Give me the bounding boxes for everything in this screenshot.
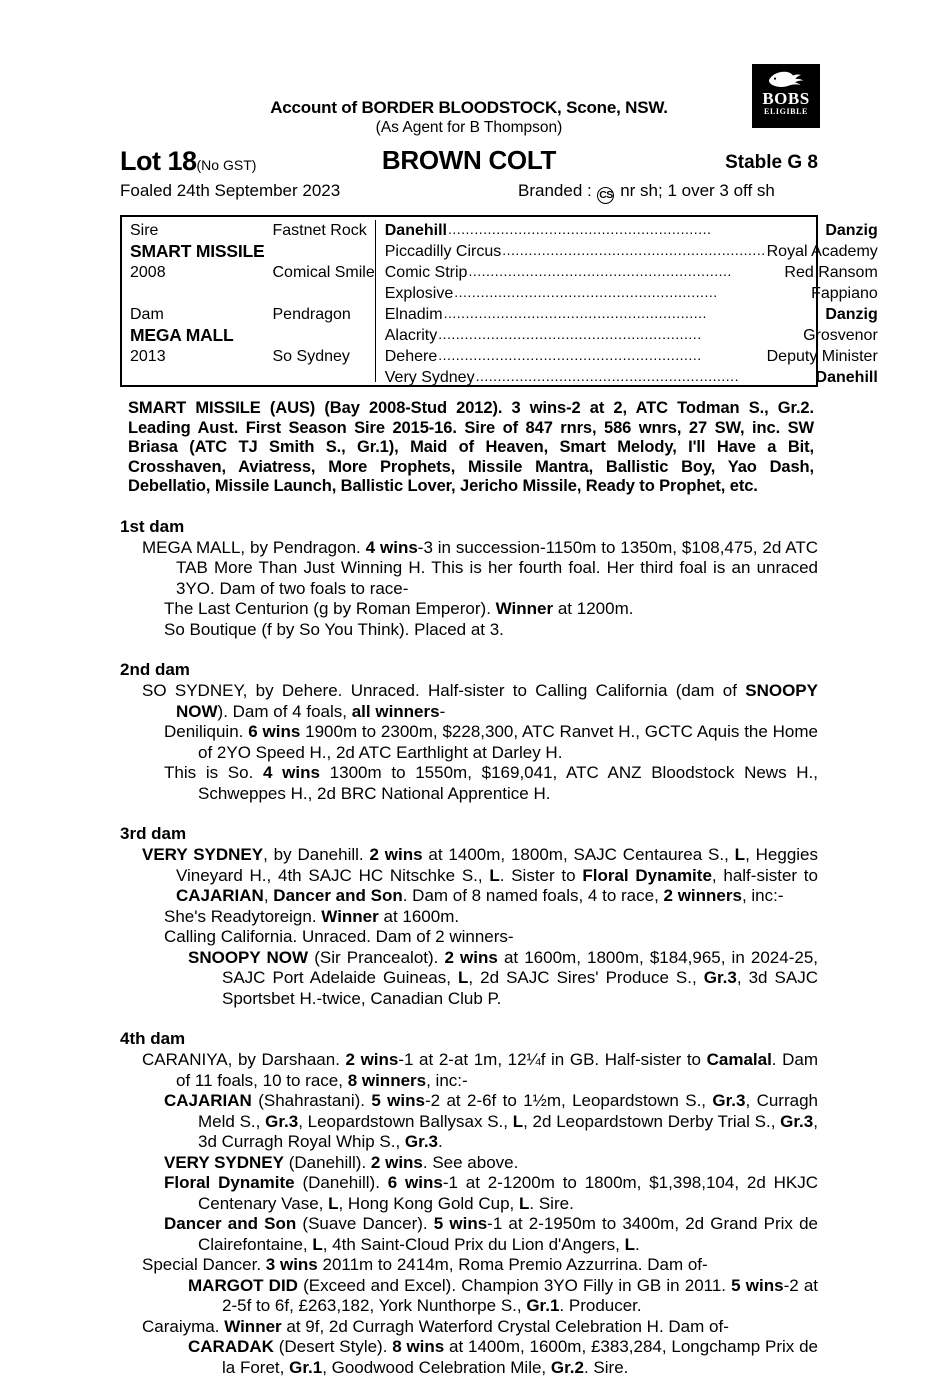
progeny-entry xyxy=(142,620,818,641)
agent-line: (As Agent for B Thompson) xyxy=(375,119,563,136)
text-segment: , Leopardstown Ballysax S., xyxy=(298,1111,513,1131)
bold-segment: Gr.3 xyxy=(712,1091,746,1110)
text-segment: (Shahrastani). xyxy=(251,1091,372,1110)
foaled-branded-row xyxy=(120,181,818,207)
bold-segment: VERY SYDNEY xyxy=(164,1152,284,1172)
bold-segment: Floral Dynamite xyxy=(582,865,712,885)
first-dam-wins: 4 wins xyxy=(365,537,418,557)
text-segment: . Producer. xyxy=(559,1296,642,1315)
bold-segment: Gr.3 xyxy=(780,1111,814,1131)
grandparent-sire: Royal Academy xyxy=(766,243,878,260)
bold-segment: Winner xyxy=(224,1316,282,1336)
catalogue-page xyxy=(120,0,878,1378)
sire-summary-paragraph: SMART MISSILE (AUS) (Bay 2008-Stud 2012). 3 wins-2 at 2, ATC Todman S., Gr.2. Leading Aust. First Season Sire 2015-16. Sire of 847 rnrs, 586 wnrs, 27 SW, inc. SW Briasa (ATC TJ Smith S., Gr.1), Maid of Heaven, Smart Melody, I'll Have a Bit, Crosshaven, Aviatress, More Prophets, Missile Mantra, Ballistic Boy, Yao Dash, Debellatio, Missile Launch, Ballistic Lover, Jericho Missile, Ready to Prophet, etc. xyxy=(128,399,814,495)
bold-segment: Floral Dynamite xyxy=(164,1173,295,1192)
first-dam-pre: MEGA MALL, by Pendragon. xyxy=(142,537,366,557)
text-segment: (Danehill). xyxy=(284,1152,371,1172)
text-segment: at 1400m, 1800m, SAJC Centaurea S., xyxy=(422,845,735,864)
bold-segment: 2 wins xyxy=(370,1152,423,1172)
fourth-dam-entry xyxy=(166,1337,818,1378)
pedigree-table xyxy=(120,215,878,387)
bold-segment: L xyxy=(489,865,500,885)
third-dam-main xyxy=(120,845,818,907)
text-segment: , half-sister to xyxy=(711,865,818,885)
bold-segment: 5 wins xyxy=(731,1275,784,1295)
sire-year: 2008 xyxy=(130,264,166,281)
dam-name: MEGA MALL xyxy=(130,325,234,345)
second-dam-bold: SNOOPY NOW xyxy=(176,681,818,721)
pedigree-column-greatgrandparents xyxy=(375,220,886,386)
text-segment: CARANIYA, by Darshaan. xyxy=(142,1050,346,1069)
pedigree-column-grandparents xyxy=(265,220,375,382)
text-segment: . Sire. xyxy=(583,1357,629,1377)
pedigree-grandparent-row xyxy=(385,283,878,304)
text-segment: , inc:- xyxy=(426,1070,468,1090)
text-segment: . Dam of 8 named foals, 4 to race, xyxy=(402,886,664,905)
grandparent-name: Piccadilly Circus xyxy=(384,243,502,260)
grandparent-sire: Red Ransom xyxy=(784,264,878,281)
colour-sex-title: BROWN COLT xyxy=(381,145,557,175)
text-segment: -2 at 2-6f to 1½m, Leopardstown S., xyxy=(424,1091,713,1110)
second-dam-pre: SO SYDNEY, by Dehere. Unraced. Half-sister to Calling California (dam of xyxy=(142,681,746,700)
second-dam-main xyxy=(120,681,818,722)
text-segment: , 4th Saint-Cloud Prix du Lion d'Angers, xyxy=(322,1234,625,1254)
bold-segment: L xyxy=(328,1193,339,1213)
text-segment: , inc:- xyxy=(741,886,784,905)
fourth-dam-entries-list xyxy=(120,1091,818,1378)
pedigree-column-parents xyxy=(122,220,265,382)
text-segment: -1 at 2-1200m to 1800m, $1,398,104, 2d HKJC Centenary Vase, xyxy=(198,1173,818,1213)
progeny-bold: Winner xyxy=(321,906,379,926)
dam-dam: So Sydney xyxy=(272,348,350,365)
sub-progeny-sire: (Sir Prancealot). xyxy=(308,947,445,967)
text-segment: , Heggies Vineyard H., 4th SAJC HC Nitschke S., xyxy=(176,845,818,885)
dot-leader: ............................................................ xyxy=(475,368,739,384)
sub-progeny-detail: , 2d SAJC Sires' Produce S., xyxy=(468,968,704,987)
first-dam-progeny-list xyxy=(120,599,818,640)
progeny-post: 1300m to 1550m, $169,041, ATC ANZ Bloodstock News H., Schweppes H., 2d BRC National Apprentice H. xyxy=(198,763,818,803)
fourth-dam-entry xyxy=(166,1276,818,1317)
second-dam-post: - xyxy=(439,701,446,721)
text-segment: . Dam of 11 foals, 10 to race, xyxy=(176,1050,818,1090)
account-heading: Account of BORDER BLOODSTOCK, Scone, NSW. xyxy=(270,98,668,117)
bold-segment: L xyxy=(734,845,746,864)
text-segment: at 9f, 2d Curragh Waterford Crystal Celebration H. Dam of- xyxy=(281,1316,729,1336)
bold-segment: 5 wins xyxy=(371,1091,425,1110)
grandparent-sire: Danzig xyxy=(825,306,878,323)
bold-segment: Dancer and Son xyxy=(273,886,403,905)
progeny-entry xyxy=(142,907,818,928)
text-segment: -1 at 2-at 1m, 12¼f in GB. Half-sister to xyxy=(398,1050,707,1069)
dam-sire: Pendragon xyxy=(272,306,351,323)
second-dam-mid: ). Dam of 4 foals, xyxy=(217,701,352,721)
text-segment: Special Dancer. xyxy=(142,1255,266,1274)
first-dam-main xyxy=(120,538,818,600)
brand-mark-icon: CS xyxy=(597,187,614,204)
text-segment: , Hong Kong Gold Cup, xyxy=(338,1193,519,1213)
dot-leader: ............................................................ xyxy=(438,347,702,363)
grandparent-sire: Danehill xyxy=(815,369,878,386)
pedigree-grandparent-row xyxy=(385,220,878,241)
bobs-logo-subword: ELIGIBLE xyxy=(764,107,808,116)
text-segment: (Suave Dancer). xyxy=(296,1214,434,1233)
stable-label: Stable G 8 xyxy=(725,152,818,173)
progeny-entry xyxy=(142,763,818,804)
bold-segment: Gr.1 xyxy=(289,1357,323,1377)
progeny-post: 1900m to 2300m, $228,300, ATC Ranvet H., GCTC Aquis the Home of 2YO Speed H., 2d ATC Earthlight at Darley H. xyxy=(198,722,819,762)
fourth-dam-entry xyxy=(142,1214,818,1255)
grandparent-sire: Deputy Minister xyxy=(766,348,878,365)
dot-leader: ............................................................ xyxy=(438,326,702,342)
text-segment: , by Danehill. xyxy=(263,845,370,864)
bold-segment: Gr.3 xyxy=(265,1111,299,1131)
text-segment: . See above. xyxy=(422,1152,519,1172)
grandparent-name: Danehill xyxy=(384,222,447,239)
bold-segment: 3 wins xyxy=(265,1255,318,1274)
first-dam-post: -3 in succession-1150m to 1350m, $108,475, 2d ATC TAB More Than Just Winning H. This is her fourth foal. Her third foal is an unraced 3YO. Dam of two foals to race- xyxy=(176,537,818,598)
progeny-pre: So Boutique (f by So You Think). Placed at 3. xyxy=(164,619,504,639)
dam-label: Dam xyxy=(130,306,164,323)
bold-segment: 2 wins xyxy=(369,845,423,864)
bold-segment: 5 wins xyxy=(433,1214,488,1233)
grandparent-name: Comic Strip xyxy=(384,264,468,281)
gst-note: (No GST) xyxy=(196,157,257,173)
dam-year: 2013 xyxy=(130,348,166,365)
text-segment: 2011m to 2414m, Roma Premio Azzurrina. Dam of- xyxy=(317,1255,708,1274)
bold-segment: Dancer and Son xyxy=(164,1214,297,1233)
bold-segment: Camalal xyxy=(706,1050,772,1069)
bold-segment: L xyxy=(519,1193,530,1213)
fourth-dam-entry xyxy=(142,1173,818,1214)
progeny-entry xyxy=(142,599,818,620)
pedigree-grandparent-row xyxy=(385,304,878,325)
bold-segment: CAJARIAN xyxy=(176,886,264,905)
dot-leader: ............................................................ xyxy=(502,242,766,258)
sire-label: Sire xyxy=(130,222,159,239)
text-segment: (Desert Style). xyxy=(273,1337,393,1356)
fourth-dam-entry xyxy=(120,1255,818,1276)
listed-marker: L xyxy=(458,968,469,987)
pedigree-grandparent-row xyxy=(385,262,878,283)
sub-progeny-wins: 2 wins xyxy=(444,947,498,967)
pedigree-grandparent-row xyxy=(385,241,878,262)
grandparent-sire: Grosvenor xyxy=(803,327,878,344)
text-segment: , 2d Leopardstown Derby Trial S., xyxy=(523,1111,781,1131)
dot-leader: ............................................................ xyxy=(443,305,707,321)
grandparent-name: Elnadim xyxy=(384,306,443,323)
sub-progeny-detail: at 1600m, 1800m, $184,965, in 2024-25, SAJC Port Adelaide Guineas, xyxy=(222,947,819,987)
text-segment: (Exceed and Excel). Champion 3YO Filly in GB in 2011. xyxy=(297,1275,732,1295)
fourth-dam-entry xyxy=(142,1153,818,1174)
pedigree-grandparent-row xyxy=(385,367,878,388)
sire-dam: Comical Smile xyxy=(272,264,375,281)
bold-segment: L xyxy=(312,1234,323,1254)
grandparent-name: Very Sydney xyxy=(384,369,475,386)
dot-leader: ............................................................ xyxy=(454,284,718,300)
progeny-entry xyxy=(142,722,818,763)
sire-name: SMART MISSILE xyxy=(130,241,265,261)
progeny-post: at 1600m. xyxy=(378,906,460,926)
branded-prefix: Branded : xyxy=(518,181,592,200)
progeny-bold: Winner xyxy=(495,599,554,618)
text-segment: at 1400m, 1600m, £383,284, Longchamp Prix de la Foret, xyxy=(222,1337,818,1377)
text-segment: , Curragh Meld S., xyxy=(198,1091,818,1131)
grade-marker: Gr.3 xyxy=(703,968,737,987)
dot-leader: ............................................................ xyxy=(447,221,712,237)
bold-segment: VERY SYDNEY xyxy=(142,845,264,864)
fourth-dam-main xyxy=(120,1050,818,1091)
bold-segment: 6 wins xyxy=(387,1173,443,1192)
fourth-dam-entry xyxy=(120,1317,818,1338)
bold-segment: Gr.2 xyxy=(550,1357,584,1377)
progeny-post: at 1200m. xyxy=(553,599,634,618)
progeny-pre: She's Readytoreign. xyxy=(164,906,322,926)
branded-info xyxy=(518,181,775,204)
sire-sire: Fastnet Rock xyxy=(272,222,367,239)
second-dam-bold2: all winners xyxy=(351,701,440,721)
progeny-bold: 6 wins xyxy=(248,722,301,741)
progeny-entry xyxy=(142,927,818,948)
third-dam-sub-progeny-list xyxy=(120,948,818,1010)
progeny-pre: Calling California. Unraced. Dam of 2 winners- xyxy=(164,927,514,946)
grandparent-name: Alacrity xyxy=(384,327,438,344)
second-dam-heading: 2nd dam xyxy=(120,660,190,679)
foaled-date: Foaled 24th September 2023 xyxy=(120,181,341,200)
text-segment: -2 at 2-5f to 6f, £263,182, York Nunthorpe S., xyxy=(222,1275,818,1315)
sub-progeny-detail: , 3d SAJC Sportsbet H.-twice, Canadian Club P. xyxy=(222,968,818,1008)
pedigree-grandparent-row xyxy=(385,325,878,346)
text-segment: Caraiyma. xyxy=(142,1316,225,1336)
grandparent-sire: Danzig xyxy=(825,222,878,239)
second-dam-progeny-list xyxy=(120,722,818,804)
sub-progeny-entry xyxy=(166,948,818,1010)
progeny-bold: 4 wins xyxy=(263,763,320,782)
bold-segment: L xyxy=(512,1111,524,1131)
bold-segment: 2 winners xyxy=(663,886,742,905)
text-segment: -1 at 2-1950m to 3400m, 2d Grand Prix de Clairefontaine, xyxy=(198,1214,818,1254)
branded-suffix: nr sh; 1 over 3 off sh xyxy=(620,181,775,200)
lot-number: Lot 18 xyxy=(120,146,197,176)
third-dam-heading: 3rd dam xyxy=(120,824,187,843)
progeny-pre: This is So. xyxy=(164,763,264,782)
bold-segment: MARGOT DID xyxy=(188,1275,298,1295)
lot-header-row xyxy=(120,143,818,177)
fourth-dam-entry xyxy=(142,1091,818,1153)
bold-segment: CARADAK xyxy=(188,1337,274,1356)
text-segment: . xyxy=(438,1132,443,1151)
grandparent-name: Explosive xyxy=(384,285,454,302)
dot-leader: ............................................................ xyxy=(468,263,732,279)
fourth-dam-heading: 4th dam xyxy=(120,1029,186,1048)
sub-progeny-name: SNOOPY NOW xyxy=(188,947,309,967)
text-segment: . xyxy=(634,1234,640,1254)
bold-segment: 8 winners xyxy=(347,1070,427,1090)
bold-segment: L xyxy=(624,1234,635,1254)
text-segment: , 3d Curragh Royal Whip S., xyxy=(198,1111,818,1151)
first-dam-heading: 1st dam xyxy=(120,516,185,536)
bold-segment: Gr.1 xyxy=(526,1296,560,1315)
bold-segment: 8 wins xyxy=(392,1337,445,1356)
bobs-logo-word: BOBS xyxy=(762,89,810,108)
grandparent-name: Dehere xyxy=(384,348,438,365)
third-dam-progeny-list xyxy=(120,907,818,948)
text-segment: (Danehill). xyxy=(294,1173,388,1192)
grandparent-sire: Fappiano xyxy=(811,285,878,302)
progeny-pre: The Last Centurion (g by Roman Emperor). xyxy=(164,599,496,618)
text-segment: , xyxy=(263,886,274,905)
bold-segment: CAJARIAN xyxy=(164,1091,252,1110)
bold-segment: Gr.3 xyxy=(404,1132,439,1151)
text-segment: . Sister to xyxy=(499,865,583,885)
text-segment: , Goodwood Celebration Mile, xyxy=(322,1357,551,1377)
bold-segment: 2 wins xyxy=(345,1050,399,1069)
progeny-pre: Deniliquin. xyxy=(164,722,249,741)
pedigree-grandparent-row xyxy=(385,346,878,367)
text-segment: . Sire. xyxy=(529,1193,574,1213)
